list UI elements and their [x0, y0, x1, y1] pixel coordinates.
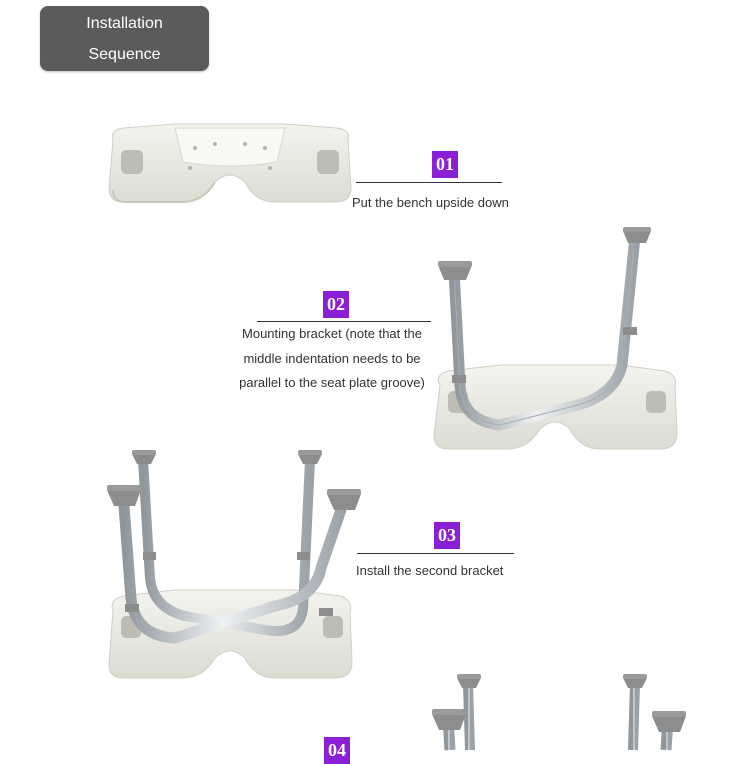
section-header-badge	[40, 6, 209, 71]
step-2-number: 02	[323, 291, 349, 318]
header-line-1: Installation	[86, 14, 163, 32]
step-1-divider	[356, 182, 502, 183]
step-1-seat-illustration	[105, 118, 355, 208]
step-2-bracket-illustration	[430, 225, 680, 455]
step-3-text: Install the second bracket	[356, 563, 504, 578]
step-3-divider	[357, 553, 514, 554]
step-1-text: Put the bench upside down	[352, 195, 509, 210]
step-4-number: 04	[324, 737, 350, 764]
step-3-number: 03	[434, 522, 460, 549]
header-line-2: Sequence	[88, 45, 161, 63]
step-2-text	[227, 322, 437, 396]
step-2-text-line-1: Mounting bracket (note that the	[242, 326, 422, 341]
step-2-text-line-3: parallel to the seat plate groove)	[239, 375, 425, 390]
step-4-illustration	[430, 672, 690, 750]
step-2-text-line-2: middle indentation needs to be	[243, 350, 421, 366]
step-1-number: 01	[432, 151, 458, 178]
step-3-bracket-illustration	[105, 448, 365, 683]
